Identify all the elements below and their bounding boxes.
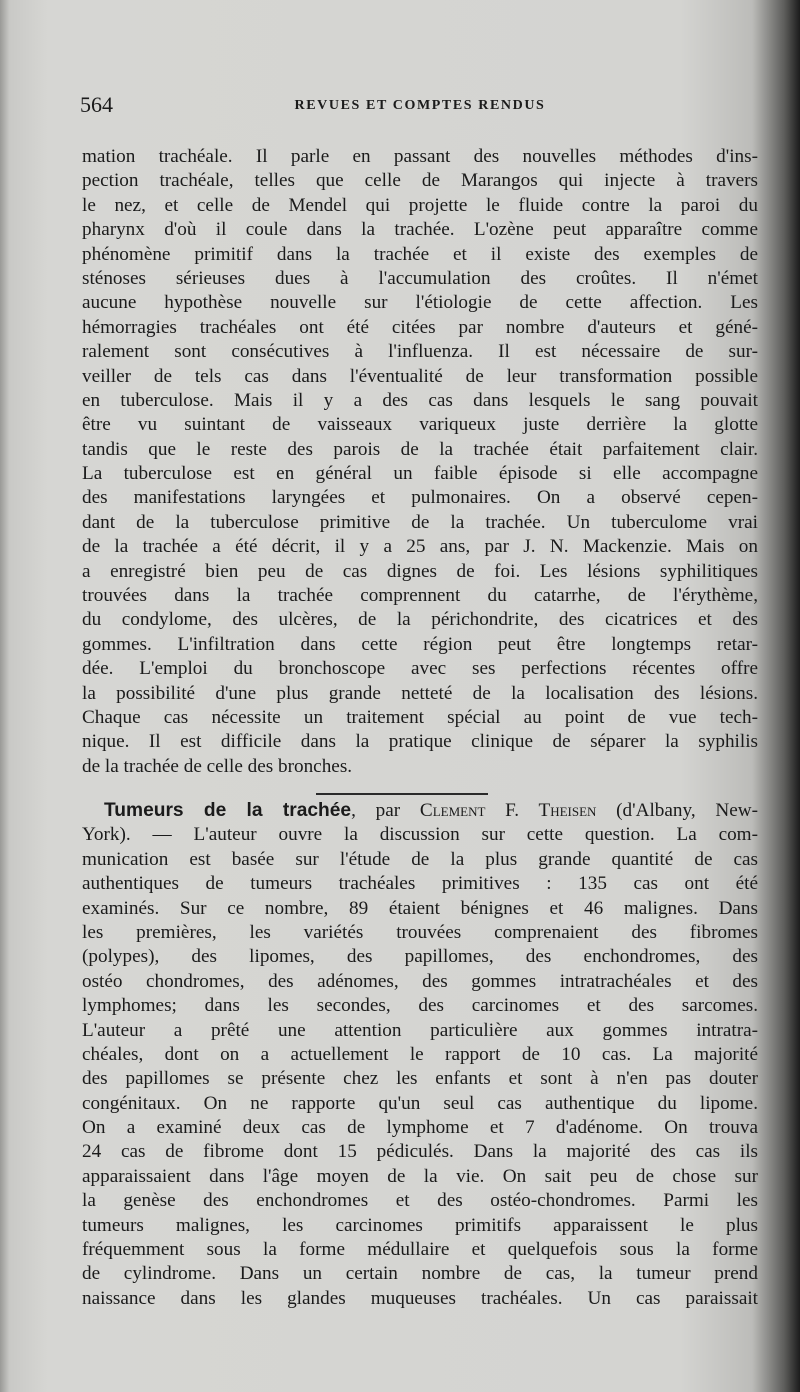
- text-line: de la trachée de celle des bronches.: [82, 755, 353, 777]
- text-line: ostéo chondromes, des adénomes, des gommes intratrachéales et des: [82, 970, 758, 992]
- text-line: a enregistré bien peu de cas dignes de foi. Les lésions syphilitiques: [82, 560, 758, 582]
- text-line: en tuberculose. Mais il y a des cas dans lesquels le sang pouvait: [82, 389, 758, 411]
- text-line: pection trachéale, telles que celle de Marangos qui injecte à travers: [82, 170, 758, 192]
- text-line: de la trachée a été décrit, il y a 25 ans, par J. N. Mackenzie. Mais on: [82, 536, 758, 558]
- text-line: fréquemment sous la forme médullaire et quelquefois sous la forme: [82, 1239, 758, 1261]
- text-line: des papillomes se présente chez les enfants et sont à n'en pas douter: [82, 1068, 758, 1090]
- text-line: hémorragies trachéales ont été citées par nombre d'auteurs et géné-: [82, 316, 758, 338]
- text-line: tandis que le reste des parois de la trachée était parfaitement clair.: [82, 438, 758, 460]
- page-header: [80, 92, 760, 122]
- text-line: apparaissaient dans l'âge moyen de la vie. On sait peu de chose sur: [82, 1165, 758, 1187]
- text-line: les premières, les variétés trouvées comprenaient des fibromes: [82, 921, 758, 943]
- section-title: Tumeurs de la trachée: [104, 800, 352, 821]
- text-line: du condylome, des ulcères, de la périchondrite, des cicatrices et des: [82, 609, 758, 631]
- text-line: veiller de tels cas dans l'éventualité de leur transformation possible: [82, 365, 758, 387]
- text-line: pharynx d'où il coule dans la trachée. L'ozène peut apparaître comme: [82, 219, 758, 241]
- section-first-line: [82, 799, 758, 823]
- text-line: L'auteur a prêté une attention particulière aux gommes intratra-: [82, 1019, 758, 1041]
- section-by: , par: [351, 800, 420, 821]
- section-separator: [316, 793, 488, 795]
- text-line: ralement sont consécutives à l'influenza. Il est nécessaire de sur-: [82, 341, 758, 363]
- text-line: chéales, dont on a actuellement le rapport de 10 cas. La majorité: [82, 1043, 758, 1065]
- text-line: Chaque cas nécessite un traitement spécial au point de vue tech-: [82, 706, 758, 728]
- text-line: authentiques de tumeurs trachéales primitives : 135 cas ont été: [82, 873, 758, 895]
- paragraph-trachea-pathology: [82, 145, 758, 779]
- section-affiliation: (d'Albany, New-: [596, 800, 758, 821]
- text-line: On a examiné deux cas de lymphome et 7 d'adénome. On trouva: [82, 1117, 758, 1139]
- text-line: naissance dans les glandes muqueuses trachéales. Un cas paraissait: [82, 1287, 758, 1309]
- section-body-lines: [82, 823, 758, 1311]
- text-line: phénomène primitif dans la trachée et il existe des exemples de: [82, 243, 758, 265]
- page-number: 564: [80, 92, 113, 117]
- text-line: le nez, et celle de Mendel qui projette le fluide contre la paroi du: [82, 194, 758, 216]
- text-line: nique. Il est difficile dans la pratique clinique de séparer la syphilis: [82, 731, 758, 753]
- text-line: aucune hypothèse nouvelle sur l'étiologie de cette affection. Les: [82, 292, 758, 314]
- text-line: (polypes), des lipomes, des papillomes, des enchondromes, des: [82, 946, 758, 968]
- text-line: mation trachéale. Il parle en passant des nouvelles méthodes d'ins-: [82, 146, 758, 167]
- text-line: tumeurs malignes, les carcinomes primitifs apparaissent le plus: [82, 1214, 758, 1236]
- section-tumeurs-trachee: [82, 799, 758, 1311]
- text-line: 24 cas de fibrome dont 15 pédiculés. Dans la majorité des cas ils: [82, 1141, 758, 1163]
- text-line: être vu suintant de vaisseaux variqueux juste derrière la glotte: [82, 414, 758, 436]
- text-line: sténoses sérieuses dues à l'accumulation des croûtes. Il n'émet: [82, 267, 758, 289]
- text-line: dée. L'emploi du bronchoscope avec ses perfections récentes offre: [82, 658, 758, 680]
- text-line: congénitaux. On ne rapporte qu'un seul cas authentique du lipome.: [82, 1092, 758, 1114]
- text-line: York). — L'auteur ouvre la discussion sur cette question. La com-: [82, 824, 758, 846]
- text-line: lymphomes; dans les secondes, des carcinomes et des sarcomes.: [82, 995, 758, 1017]
- text-line: des manifestations laryngées et pulmonaires. On a observé cepen-: [82, 487, 758, 509]
- running-head: REVUES ET COMPTES RENDUS: [294, 98, 546, 113]
- text-line: munication est basée sur l'étude de la plus grande quantité de cas: [82, 848, 758, 870]
- section-author: Clement F. Theisen: [419, 800, 597, 821]
- text-line: examinés. Sur ce nombre, 89 étaient bénignes et 46 malignes. Dans: [82, 897, 758, 919]
- text-line: La tuberculose est en général un faible épisode si elle accompagne: [82, 463, 758, 485]
- text-line: gommes. L'infiltration dans cette région peut être longtemps retar-: [82, 633, 758, 655]
- text-line: dant de la tuberculose primitive de la trachée. Un tuberculome vrai: [82, 511, 758, 533]
- text-line: la genèse des enchondromes et des ostéo-chondromes. Parmi les: [82, 1190, 758, 1212]
- text-line: trouvées dans la trachée comprennent du catarrhe, de l'érythème,: [82, 585, 758, 607]
- text-line: de cylindrome. Dans un certain nombre de cas, la tumeur prend: [82, 1263, 758, 1285]
- text-line: la possibilité d'une plus grande netteté de la localisation des lésions.: [82, 682, 758, 704]
